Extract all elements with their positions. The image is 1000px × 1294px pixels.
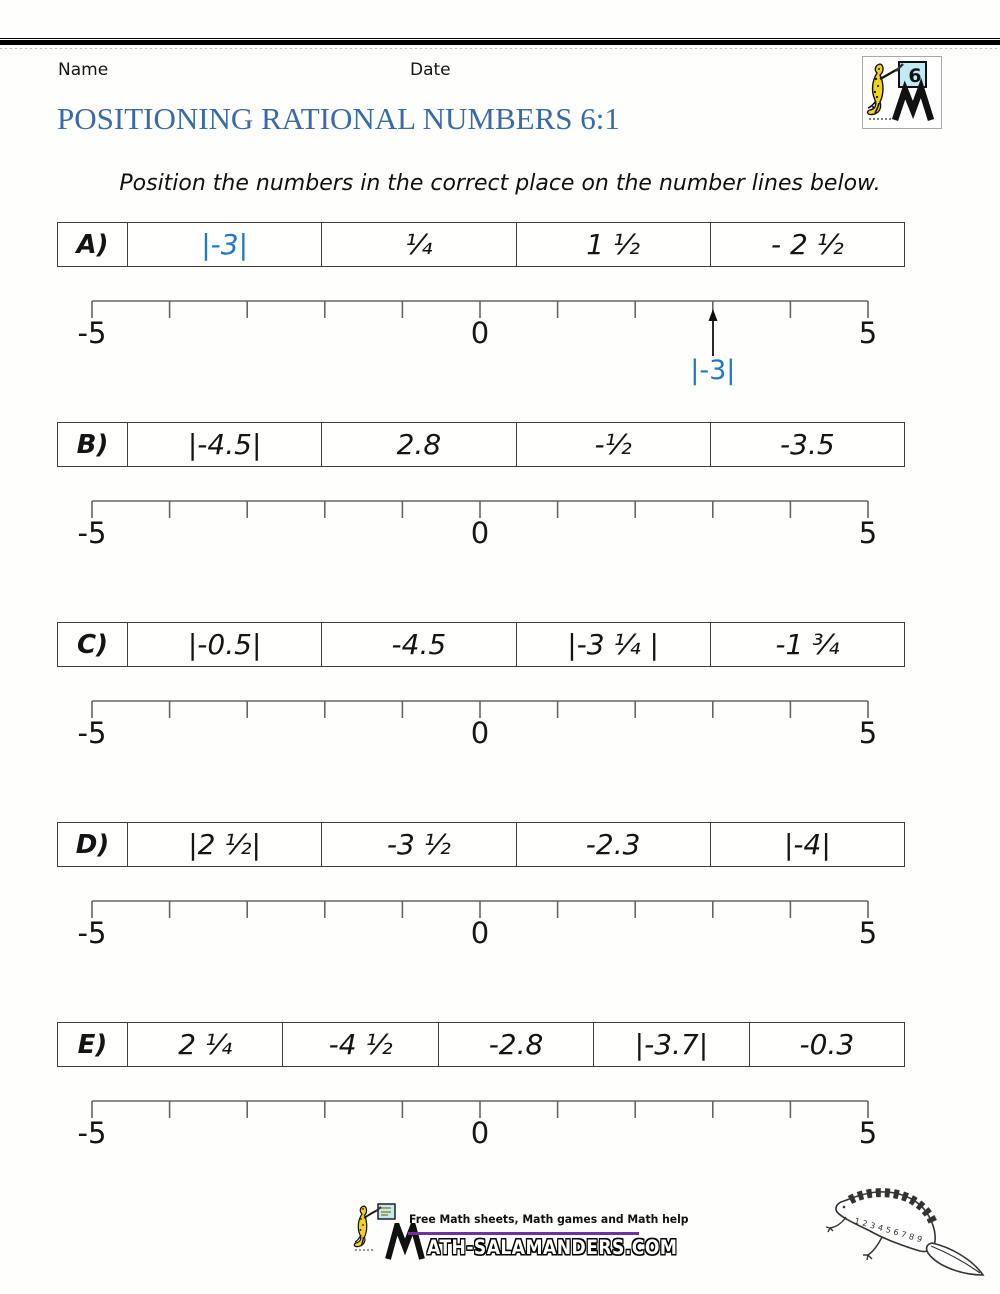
tick-label: 0	[470, 316, 490, 350]
table-value: |-3.7|	[593, 1023, 748, 1066]
tick-label: -5	[77, 1116, 107, 1150]
answer-arrow-icon	[705, 309, 721, 357]
tick-label: -5	[77, 716, 107, 750]
tick-label: -5	[77, 516, 107, 550]
tick-label: 0	[470, 716, 490, 750]
newt-drawing-icon	[820, 1183, 995, 1283]
table-value: 2.8	[321, 423, 515, 466]
section-label: D)	[75, 829, 110, 860]
table-value: -3.5	[710, 423, 904, 466]
table-value: - 2 ½	[710, 223, 904, 266]
section-label: E)	[77, 1029, 108, 1060]
table-value: -2.3	[516, 823, 710, 866]
tick-label: 5	[858, 316, 878, 350]
tick-label: 5	[858, 716, 878, 750]
grade-number: 6	[908, 65, 922, 87]
name-label: Name	[58, 60, 109, 80]
section-label: C)	[77, 629, 108, 660]
footer-site-name: ATH-SALAMANDERS.COM	[427, 1236, 678, 1259]
table-value: |2 ½|	[127, 823, 321, 866]
tick-label: -5	[77, 916, 107, 950]
value-table-c	[57, 622, 905, 667]
svg-text:123456789: 123456789	[853, 1216, 926, 1245]
grade-logo-icon	[863, 57, 941, 127]
table-value: -3 ½	[321, 823, 515, 866]
footer-tagline: Free Math sheets, Math games and Math help	[409, 1212, 689, 1226]
answer-annotation: |-3|	[690, 355, 736, 386]
footer-m-logo-icon	[385, 1223, 425, 1261]
page-title: POSITIONING RATIONAL NUMBERS 6:1	[57, 101, 620, 136]
grade-logo-badge	[862, 56, 942, 129]
table-value: |-0.5|	[127, 623, 321, 666]
value-table-d	[57, 822, 905, 867]
table-value: 2 ¼	[127, 1023, 282, 1066]
value-table-e	[57, 1022, 905, 1067]
section-label: A)	[76, 229, 109, 260]
top-rule-thick	[0, 40, 1000, 45]
tick-label: -5	[77, 316, 107, 350]
tick-label: 0	[470, 1116, 490, 1150]
table-value: -½	[516, 423, 710, 466]
tick-label: 0	[470, 516, 490, 550]
top-rule-thin	[0, 38, 1000, 39]
value-table-b	[57, 422, 905, 467]
footer-divider	[408, 1232, 639, 1235]
tick-label: 5	[858, 1116, 878, 1150]
table-value: -4 ½	[282, 1023, 437, 1066]
table-value: -4.5	[321, 623, 515, 666]
number-line-d	[77, 899, 878, 999]
table-value: 1 ½	[516, 223, 710, 266]
number-line-e	[77, 1099, 878, 1199]
table-value: |-4.5|	[127, 423, 321, 466]
section-label: B)	[76, 429, 109, 460]
table-value: -0.3	[749, 1023, 904, 1066]
tick-label: 0	[470, 916, 490, 950]
table-value: ¼	[321, 223, 515, 266]
table-value: |-3 ¼ |	[516, 623, 710, 666]
table-value: -1 ¾	[710, 623, 904, 666]
number-line-a	[77, 299, 878, 399]
value-table-a	[57, 222, 905, 267]
date-label: Date	[410, 60, 451, 80]
tick-label: 5	[858, 916, 878, 950]
table-value: |-4|	[710, 823, 904, 866]
table-value: |-3|	[127, 223, 321, 266]
m-logo-icon	[895, 88, 931, 120]
top-rule-dotted	[0, 48, 1000, 49]
instruction-text: Position the numbers in the correct place on the number lines below.	[119, 171, 881, 196]
tick-label: 5	[858, 516, 878, 550]
table-value: -2.8	[438, 1023, 593, 1066]
number-line-b	[77, 499, 878, 599]
number-line-c	[77, 699, 878, 799]
